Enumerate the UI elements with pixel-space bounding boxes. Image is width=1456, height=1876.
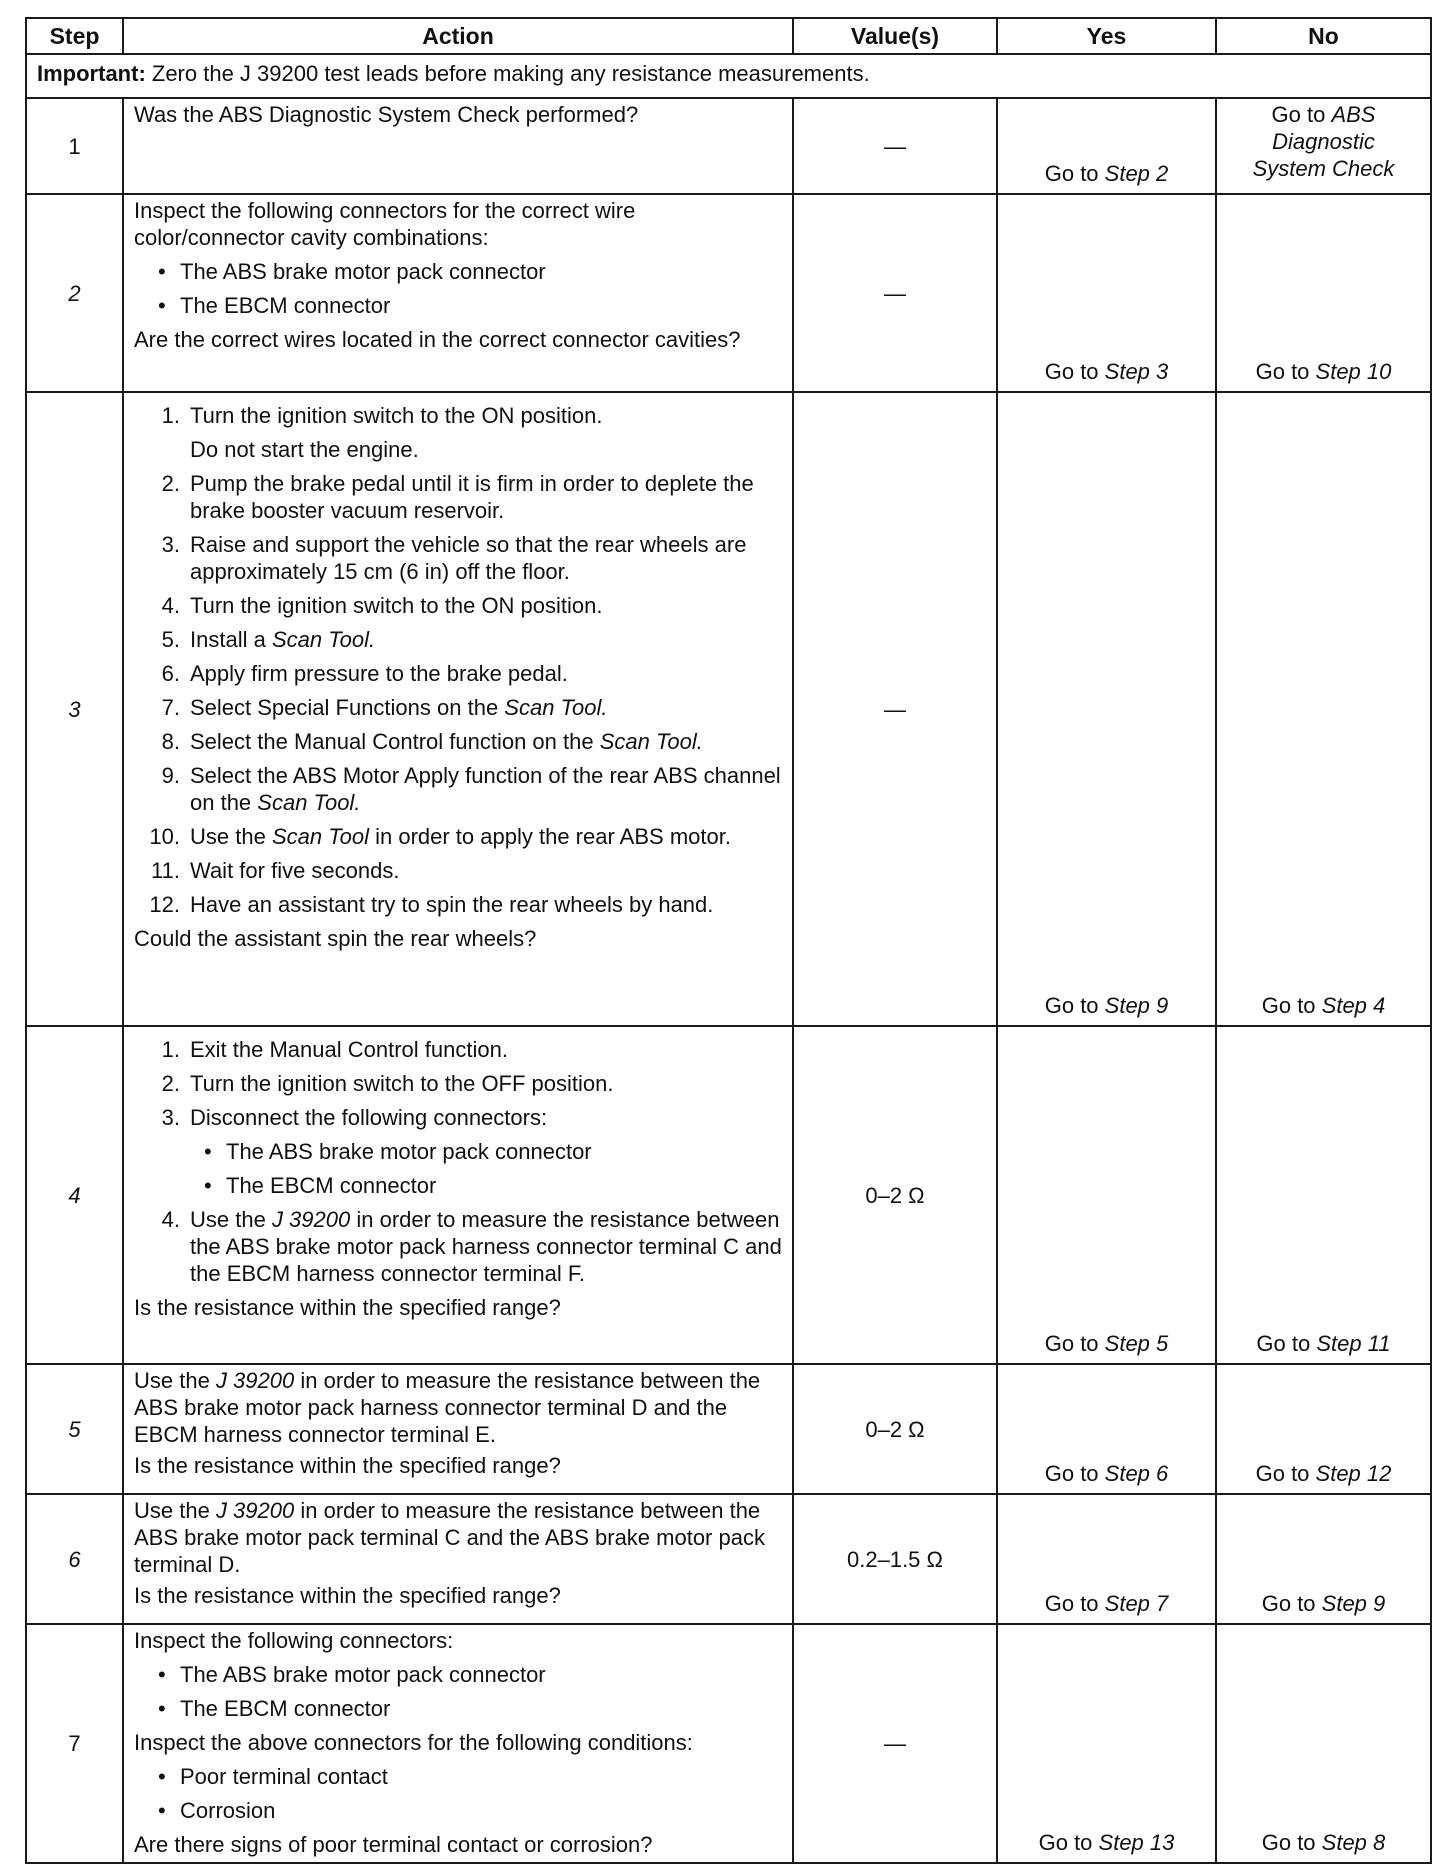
list-item: • The ABS brake motor pack connector — [134, 1661, 782, 1688]
list-item: 11. Wait for five seconds. — [151, 858, 400, 883]
yes-target: Step 2 — [1104, 161, 1169, 186]
list-item: 12. Have an assistant try to spin the rear wheels by hand. — [149, 892, 714, 917]
step-number: 6 — [26, 1494, 123, 1624]
value-cell: 0–2 Ω — [793, 1026, 997, 1364]
header-no: No — [1216, 18, 1431, 54]
value-cell: — — [793, 392, 997, 1026]
no-cell — [1216, 1624, 1431, 1863]
list-item: • The ABS brake motor pack connector — [134, 258, 782, 285]
step-number: 5 — [26, 1364, 123, 1494]
yes-cell — [997, 1026, 1216, 1364]
yes-target: Step 9 — [1104, 993, 1169, 1018]
no-cell — [1216, 1364, 1431, 1494]
header-values: Value(s) — [793, 18, 997, 54]
yes-target: Step 3 — [1104, 359, 1169, 384]
condition-list — [134, 1763, 782, 1824]
no-target-line2: Diagnostic — [1272, 129, 1375, 154]
important-text: Zero the J 39200 test leads before making any resistance measurements. — [145, 61, 870, 86]
list-item: • The EBCM connector — [134, 1695, 782, 1722]
no-target: Step 8 — [1321, 1830, 1386, 1855]
go-to-label: Go to — [1044, 161, 1105, 186]
yes-cell — [997, 98, 1216, 194]
yes-cell — [997, 1494, 1216, 1624]
go-to-label: Go to — [1044, 359, 1105, 384]
header-step: Step — [26, 18, 123, 54]
value-cell: — — [793, 194, 997, 392]
intro-text: Inspect the following connectors: — [134, 1628, 454, 1653]
step-number: 1 — [26, 98, 123, 194]
no-cell — [1216, 194, 1431, 392]
step-row-2 — [26, 194, 1431, 392]
go-to-label: Go to — [1255, 359, 1316, 384]
yes-target: Step 7 — [1104, 1591, 1169, 1616]
list-item: 2. Turn the ignition switch to the OFF position. — [161, 1071, 614, 1096]
no-cell — [1216, 1494, 1431, 1624]
step-row-1 — [26, 98, 1431, 194]
list-item: 4. Use the J 39200 in order to measure the resistance between the ABS brake motor pack harness connector terminal C and the EBCM harness connector terminal F. — [161, 1207, 782, 1286]
yes-cell — [997, 392, 1216, 1026]
step-number: 7 — [26, 1624, 123, 1863]
header-action: Action — [123, 18, 793, 54]
no-cell — [1216, 1026, 1431, 1364]
go-to-label: Go to — [1044, 993, 1105, 1018]
go-to-label: Go to — [1261, 993, 1322, 1018]
question: Could the assistant spin the rear wheels? — [134, 926, 537, 951]
yes-cell — [997, 194, 1216, 392]
list-item: 9. Select the ABS Motor Apply function of the rear ABS channel on the Scan Tool. — [161, 763, 781, 815]
no-cell — [1216, 392, 1431, 1026]
list-item: 4. Turn the ignition switch to the ON position. — [161, 593, 603, 618]
question: Are there signs of poor terminal contact or corrosion? — [134, 1832, 653, 1857]
value-cell: — — [793, 1624, 997, 1863]
connector-list — [134, 258, 782, 319]
go-to-label: Go to — [1261, 1591, 1322, 1616]
go-to-label: Go to — [1044, 1331, 1105, 1356]
connector-list — [134, 1661, 782, 1722]
procedure-list — [134, 402, 782, 918]
yes-cell — [997, 1364, 1216, 1494]
list-item: 1. Turn the ignition switch to the ON position. Do not start the engine. — [161, 403, 603, 462]
no-target-line1: ABS — [1331, 102, 1376, 127]
go-to-label: Go to — [1044, 1461, 1105, 1486]
go-to-label: Go to — [1255, 1461, 1316, 1486]
step-row-6 — [26, 1494, 1431, 1624]
go-to-label: Go to — [1261, 1830, 1322, 1855]
value-cell: 0.2–1.5 Ω — [793, 1494, 997, 1624]
go-to-label: Go to — [1044, 1591, 1105, 1616]
list-item: 1. Exit the Manual Control function. — [161, 1037, 508, 1062]
intro-text: Inspect the following connectors for the correct wire color/connector cavity combinations: — [134, 198, 636, 250]
list-item: 2. Pump the brake pedal until it is firm in order to deplete the brake booster vacuum reservoir. — [161, 471, 754, 523]
no-cell — [1216, 98, 1431, 194]
step-number: 2 — [26, 194, 123, 392]
action-cell — [123, 1624, 793, 1863]
value-cell: 0–2 Ω — [793, 1364, 997, 1494]
list-item: • The EBCM connector — [134, 292, 782, 319]
step-row-3 — [26, 392, 1431, 1026]
no-target: Step 4 — [1321, 993, 1386, 1018]
no-target: Step 9 — [1321, 1591, 1386, 1616]
instruction: Use the J 39200 in order to measure the resistance between the ABS brake motor pack terminal C and the ABS brake motor pack terminal D. — [134, 1498, 765, 1577]
important-label: Important: — [37, 61, 146, 86]
step-row-5 — [26, 1364, 1431, 1494]
yes-cell — [997, 1624, 1216, 1863]
list-item: • Poor terminal contact — [134, 1763, 782, 1790]
action-cell — [123, 98, 793, 194]
instruction: Use the J 39200 in order to measure the resistance between the ABS brake motor pack harness connector terminal D and the EBCM harness connector terminal E. — [134, 1368, 761, 1447]
list-item: 10. Use the Scan Tool in order to apply the rear ABS motor. — [149, 824, 731, 849]
important-note — [26, 54, 1431, 98]
step-number: 3 — [26, 392, 123, 1026]
list-item: 3. Disconnect the following connectors: • The ABS brake motor pack connector • The EBCM connector — [134, 1104, 782, 1199]
step-number: 4 — [26, 1026, 123, 1364]
connector-list — [190, 1138, 782, 1199]
question: Is the resistance within the specified range? — [134, 1295, 561, 1320]
list-item: 5. Install a Scan Tool. — [161, 627, 376, 652]
action-cell — [123, 392, 793, 1026]
no-target-line3: System Check — [1252, 156, 1395, 181]
action-cell — [123, 194, 793, 392]
no-target: Step 11 — [1316, 1331, 1391, 1356]
action-cell — [123, 1494, 793, 1624]
diagnostic-table — [25, 17, 1432, 1864]
list-item: • The ABS brake motor pack connector — [190, 1138, 782, 1165]
no-target: Step 12 — [1315, 1461, 1392, 1486]
important-row — [26, 54, 1431, 98]
header-yes: Yes — [997, 18, 1216, 54]
action-cell — [123, 1364, 793, 1494]
yes-target: Step 5 — [1104, 1331, 1169, 1356]
question: Is the resistance within the specified range? — [134, 1583, 561, 1608]
step-row-4 — [26, 1026, 1431, 1364]
question: Is the resistance within the specified range? — [134, 1453, 561, 1478]
header-row — [26, 18, 1431, 54]
question: Was the ABS Diagnostic System Check performed? — [134, 102, 639, 127]
value-cell: — — [793, 98, 997, 194]
procedure-list — [134, 1036, 782, 1287]
yes-target: Step 13 — [1098, 1830, 1175, 1855]
go-to-label: Go to — [1256, 1331, 1317, 1356]
action-cell — [123, 1026, 793, 1364]
list-item: 6. Apply firm pressure to the brake pedal. — [161, 661, 568, 686]
go-to-label: Go to — [1038, 1830, 1099, 1855]
list-item: 3. Raise and support the vehicle so that the rear wheels are approximately 15 cm (6 in) off the floor. — [161, 532, 747, 584]
list-item: • The EBCM connector — [190, 1172, 782, 1199]
list-item: • Corrosion — [134, 1797, 782, 1824]
step-row-7 — [26, 1624, 1431, 1863]
go-to-label: Go to — [1271, 102, 1332, 127]
intro-text-2: Inspect the above connectors for the following conditions: — [134, 1730, 693, 1755]
yes-target: Step 6 — [1104, 1461, 1169, 1486]
list-item: 8. Select the Manual Control function on the Scan Tool. — [161, 729, 703, 754]
question: Are the correct wires located in the correct connector cavities? — [134, 327, 741, 352]
no-target: Step 10 — [1315, 359, 1392, 384]
list-item: 7. Select Special Functions on the Scan Tool. — [161, 695, 608, 720]
